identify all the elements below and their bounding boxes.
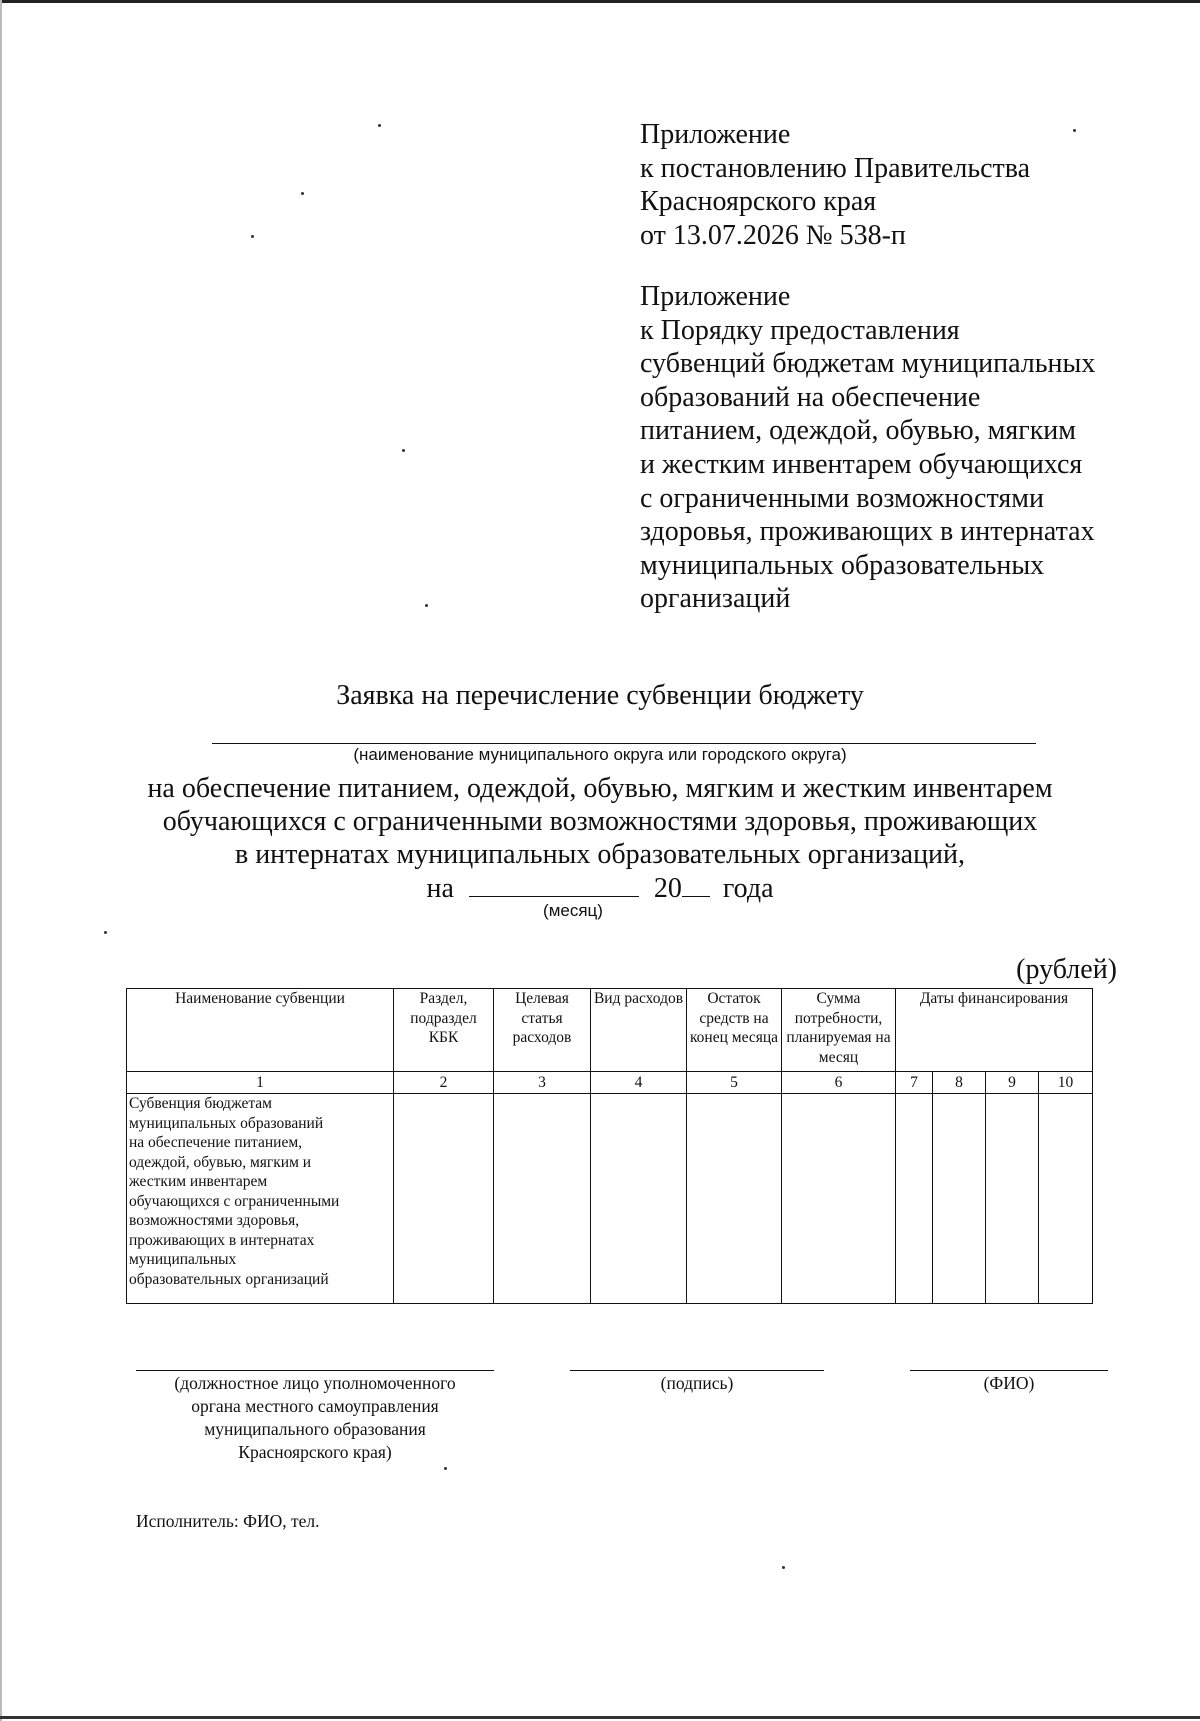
balance-cell[interactable] [687,1094,782,1304]
column-number: 10 [1039,1072,1093,1094]
approval-line: с ограниченными возможностями [640,482,1044,514]
subject-line: на обеспечение питанием, одеждой, обувью, мягким и жестким инвентарем [147,773,1053,804]
government-decree-approval [640,118,1030,252]
official-caption-line: (должностное лицо уполномоченного [174,1373,456,1393]
amount-cell[interactable] [782,1094,896,1304]
period-prefix: на [426,873,454,904]
official-caption-line: муниципального образования [204,1419,426,1439]
approval-line: Приложение [640,281,791,312]
approval-line: питанием, одеждой, обувью, мягким [640,415,1077,447]
official-caption [136,1372,494,1464]
form-title: Заявка на перечисление субвенции бюджету [336,680,864,711]
approval-line: муниципальных образовательных [640,549,1045,581]
subvention-name-line: жестким инвентарем [129,1173,268,1190]
subvention-name-line: образовательных организаций [129,1270,329,1288]
approval-line: к Порядку предоставления [640,314,960,346]
month-caption: (месяц) [543,901,603,920]
approval-line: к постановлению Правительства [640,152,1031,184]
scan-speck [425,604,428,607]
scan-speck [251,235,254,238]
header-subvention-name: Наименование субвенции [127,989,394,1072]
column-number: 3 [494,1072,591,1094]
column-number: 9 [986,1072,1039,1094]
header-balance: Остаток средств на конец месяца [687,989,782,1072]
column-number: 2 [394,1072,494,1094]
table-header-row [127,989,1093,1072]
scan-speck [402,449,405,452]
subvention-name-line: обучающихся с ограниченными [129,1192,340,1210]
scan-speck [301,192,304,195]
subvention-name-line: муниципальных [129,1251,237,1268]
year-blank[interactable] [682,870,710,897]
subvention-name-cell [127,1094,394,1304]
subvention-name-line: проживающих в интернатах [129,1231,315,1249]
scan-bottom-edge [0,1716,1200,1719]
subvention-name-line: Субвенция бюджетам [129,1095,272,1112]
approval-line: Красноярского края [640,186,877,218]
column-number: 4 [591,1072,687,1094]
scan-speck [104,931,107,934]
financing-date-cell[interactable] [896,1094,933,1304]
month-blank[interactable] [469,870,639,897]
period-year: 20 [653,873,682,904]
official-caption-line: Красноярского края) [238,1442,392,1462]
scan-speck [444,1467,447,1470]
subvention-name-line: возможностями здоровья, [129,1212,300,1229]
official-signature-line[interactable] [136,1370,494,1371]
full-name-line[interactable] [910,1370,1108,1371]
period-line [0,870,1200,905]
procedure-appendix-approval [640,280,1095,616]
approval-line: Приложение [640,119,791,150]
financing-date-cell[interactable] [986,1094,1039,1304]
section-cell[interactable] [394,1094,494,1304]
subject-line: в интернатах муниципальных образовательных организаций, [234,839,966,870]
subvention-name-line: муниципальных образований [129,1114,324,1132]
municipality-caption: (наименование муниципального округа или городского округа) [353,745,847,764]
full-name-caption: (ФИО) [983,1373,1035,1393]
approval-line: организаций [640,583,791,615]
financing-date-cell[interactable] [933,1094,986,1304]
target-article-cell[interactable] [494,1094,591,1304]
table-row [127,1094,1093,1304]
form-subject [0,772,1200,871]
header-target-article: Целевая статья расходов [494,989,591,1072]
header-section: Раздел, подраздел КБК [394,989,494,1072]
approval-line: образований на обеспечение [640,381,981,413]
approval-line: здоровья, проживающих в интернатах [640,516,1095,548]
subvention-name-line: на обеспечение питанием, [129,1134,303,1151]
approval-line: субвенций бюджетам муниципальных [640,348,1096,380]
subvention-table [126,988,1093,1304]
subvention-name-line: одеждой, обувью, мягким и [129,1153,312,1171]
column-number: 6 [782,1072,896,1094]
column-number: 1 [127,1072,394,1094]
scan-speck [782,1566,785,1569]
signature-line[interactable] [570,1370,824,1371]
expense-type-cell[interactable] [591,1094,687,1304]
header-financing-dates: Даты финансирования [896,989,1093,1072]
column-number: 5 [687,1072,782,1094]
scan-speck [1073,129,1076,132]
approval-line: и жестким инвентарем обучающихся [640,448,1083,480]
column-number-row [127,1072,1093,1094]
subject-line: обучающихся с ограниченными возможностями здоровья, проживающих [162,806,1038,837]
municipality-blank-line[interactable] [212,743,1036,744]
signature-caption: (подпись) [660,1373,734,1393]
scan-top-edge [0,0,1200,3]
header-amount: Сумма потребности, планируемая на месяц [782,989,896,1072]
column-number: 8 [933,1072,986,1094]
approval-line: от 13.07.2026 № 538-п [640,219,906,251]
financing-date-cell[interactable] [1039,1094,1093,1304]
period-suffix: года [722,873,774,904]
units-label: (рублей) [1016,954,1117,985]
scan-speck [378,124,381,127]
column-number: 7 [896,1072,933,1094]
official-caption-line: органа местного самоуправления [191,1396,439,1416]
header-expense-type: Вид расходов [591,989,687,1072]
executor-line: Исполнитель: ФИО, тел. [136,1511,320,1531]
